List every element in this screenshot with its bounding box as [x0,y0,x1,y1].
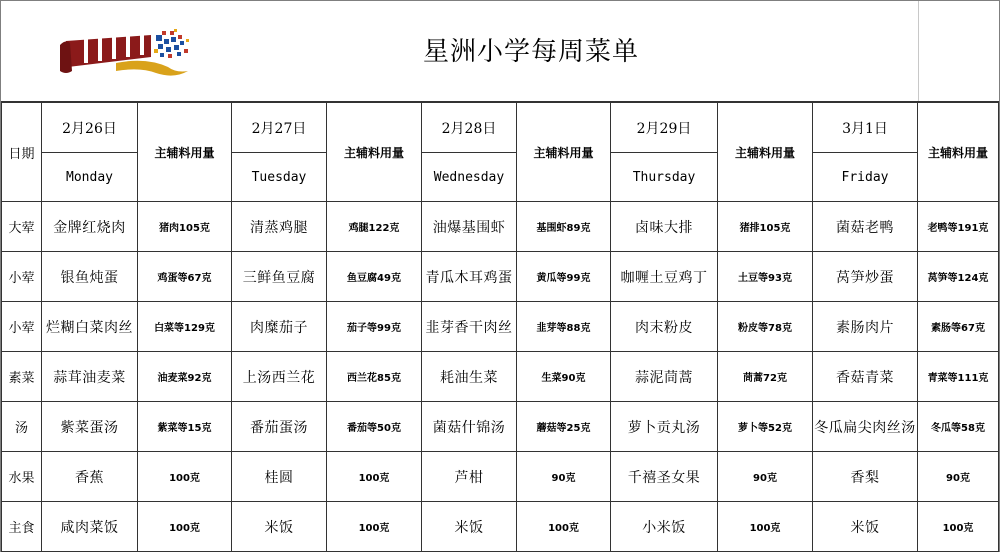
menu-row [2,302,999,352]
weekday-cell: Monday [42,153,138,202]
amount-cell: 茼蒿72克 [718,352,813,402]
dish-cell: 耗油生菜 [422,352,517,402]
dish-cell: 素肠肉片 [813,302,918,352]
dish-cell: 三鲜鱼豆腐 [232,252,327,302]
dish-cell: 菌菇老鸭 [813,202,918,252]
amount-cell: 鸡腿122克 [327,202,422,252]
amount-header: 主辅料用量 [718,103,813,202]
dish-cell: 烂糊白菜肉丝 [42,302,138,352]
amount-cell: 90克 [718,452,813,502]
dish-cell: 蒜茸油麦菜 [42,352,138,402]
header-row-dates [2,103,999,153]
amount-header: 主辅料用量 [327,103,422,202]
dish-cell: 米饭 [422,502,517,552]
date-cell: 2月26日 [42,103,138,153]
amount-header: 主辅料用量 [138,103,232,202]
dish-cell: 银鱼炖蛋 [42,252,138,302]
date-cell: 2月27日 [232,103,327,153]
dish-cell: 萝卜贡丸汤 [611,402,718,452]
amount-cell: 生菜90克 [517,352,611,402]
row-category-label: 主食 [2,502,42,552]
dish-cell: 番茄蛋汤 [232,402,327,452]
amount-cell: 基围虾89克 [517,202,611,252]
dish-cell: 韭芽香干肉丝 [422,302,517,352]
amount-cell: 100克 [327,452,422,502]
amount-cell: 粉皮等78克 [718,302,813,352]
menu-row [2,352,999,402]
dish-cell: 香菇青菜 [813,352,918,402]
amount-cell: 萝卜等52克 [718,402,813,452]
row-category-label: 大荤 [2,202,42,252]
menu-table [1,102,999,552]
row-category-label: 小荤 [2,302,42,352]
menu-row [2,252,999,302]
amount-cell: 紫菜等15克 [138,402,232,452]
dish-cell: 桂圆 [232,452,327,502]
dish-cell: 咖喱土豆鸡丁 [611,252,718,302]
amount-cell: 茄子等99克 [327,302,422,352]
date-cell: 3月1日 [813,103,918,153]
amount-cell: 猪排105克 [718,202,813,252]
dish-cell: 莴笋炒蛋 [813,252,918,302]
amount-cell: 素肠等67克 [918,302,999,352]
dish-cell: 菌菇什锦汤 [422,402,517,452]
dish-cell: 油爆基围虾 [422,202,517,252]
amount-cell: 100克 [138,502,232,552]
row-category-label: 汤 [2,402,42,452]
dish-cell: 肉糜茄子 [232,302,327,352]
dish-cell: 冬瓜扁尖肉丝汤 [813,402,918,452]
dish-cell: 芦柑 [422,452,517,502]
title-banner [1,1,999,102]
amount-cell: 韭芽等88克 [517,302,611,352]
weekday-cell: Tuesday [232,153,327,202]
menu-row [2,502,999,552]
amount-cell: 100克 [138,452,232,502]
menu-row [2,202,999,252]
amount-cell: 90克 [517,452,611,502]
date-column-header: 日期 [2,103,42,202]
amount-cell: 青菜等111克 [918,352,999,402]
dish-cell: 青瓜木耳鸡蛋 [422,252,517,302]
amount-cell: 土豆等93克 [718,252,813,302]
amount-cell: 白菜等129克 [138,302,232,352]
amount-cell: 100克 [918,502,999,552]
weekday-cell: Friday [813,153,918,202]
row-category-label: 素菜 [2,352,42,402]
dish-cell: 金牌红烧肉 [42,202,138,252]
amount-cell: 100克 [517,502,611,552]
row-category-label: 水果 [2,452,42,502]
amount-cell: 老鸭等191克 [918,202,999,252]
row-category-label: 小荤 [2,252,42,302]
page-title: 星洲小学每周菜单 [422,37,639,67]
amount-cell: 90克 [918,452,999,502]
dish-cell: 卤味大排 [611,202,718,252]
amount-cell: 100克 [327,502,422,552]
dish-cell: 香梨 [813,452,918,502]
amount-cell: 西兰花85克 [327,352,422,402]
amount-cell: 100克 [718,502,813,552]
school-logo [56,27,196,79]
amount-cell: 番茄等50克 [327,402,422,452]
dish-cell: 米饭 [232,502,327,552]
date-cell: 2月29日 [611,103,718,153]
dish-cell: 肉末粉皮 [611,302,718,352]
amount-cell: 鱼豆腐49克 [327,252,422,302]
menu-row [2,452,999,502]
dish-cell: 清蒸鸡腿 [232,202,327,252]
amount-cell: 油麦菜92克 [138,352,232,402]
amount-cell: 蘑菇等25克 [517,402,611,452]
dish-cell: 米饭 [813,502,918,552]
amount-cell: 猪肉105克 [138,202,232,252]
date-cell: 2月28日 [422,103,517,153]
dish-cell: 小米饭 [611,502,718,552]
dish-cell: 咸肉菜饭 [42,502,138,552]
dish-cell: 上汤西兰花 [232,352,327,402]
weekday-cell: Thursday [611,153,718,202]
amount-cell: 莴笋等124克 [918,252,999,302]
amount-cell: 鸡蛋等67克 [138,252,232,302]
divider [918,1,919,101]
weekday-cell: Wednesday [422,153,517,202]
amount-cell: 黄瓜等99克 [517,252,611,302]
dish-cell: 香蕉 [42,452,138,502]
amount-cell: 冬瓜等58克 [918,402,999,452]
amount-header: 主辅料用量 [517,103,611,202]
dish-cell: 千禧圣女果 [611,452,718,502]
dish-cell: 蒜泥茼蒿 [611,352,718,402]
menu-row [2,402,999,452]
amount-header: 主辅料用量 [918,103,999,202]
dish-cell: 紫菜蛋汤 [42,402,138,452]
